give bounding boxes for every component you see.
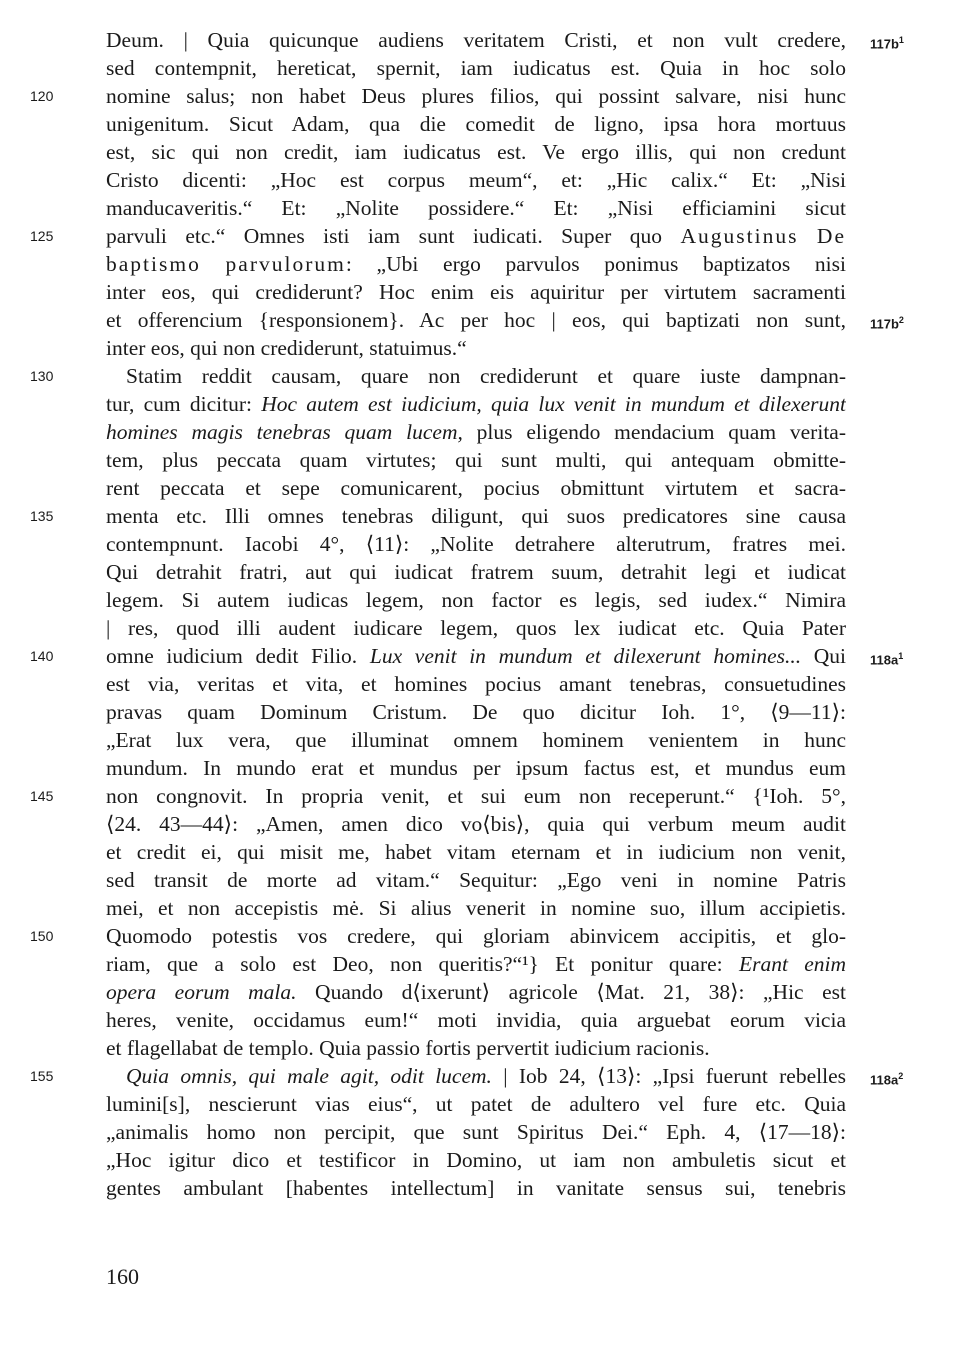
spaced-text: parvulorum	[225, 252, 346, 276]
margin-folio-note: $117b^2$	[870, 315, 904, 332]
line-number: 150	[30, 928, 54, 944]
italic-text: Lux venit in mundum et dilexerunt homines...	[369, 644, 802, 668]
text-line: | res, quod illi audent iudicare legem, quos lex iudicat etc. Quia Pater	[106, 616, 846, 640]
text-line: tem, plus peccata quam virtutes; qui sunt multi, qui antequam obmitte-	[106, 448, 846, 472]
spaced-text: De	[816, 224, 846, 248]
text-line: rent peccata et sepe comunicarent, pocius obmittunt virtutem et sacra-	[106, 476, 846, 500]
text-line: pravas quam Dominum Cristum. De quo dicitur Ioh. 1°, ⟨9—11⟩:	[106, 700, 846, 724]
line-number: 140	[30, 648, 54, 664]
text-line: sed contempnit, hereticat, spernit, iam iudicatus est. Quia in hoc solo	[106, 56, 846, 80]
text-line: est, sic qui non credit, iam iudicatus est. Ve ergo illis, qui non credunt	[106, 140, 846, 164]
text-line: inter eos, qui crediderunt? Hoc enim eis aquiritur per virtutem sacramenti	[106, 280, 846, 304]
margin-folio-note: $118a^2$	[870, 1071, 904, 1088]
italic-text: Hoc autem est iudicium, quia lux venit in mundum et dilexerunt	[261, 392, 846, 416]
text-line: homines magis tenebras quam lucem, plus eligendo mendacium quam verita-	[106, 420, 846, 444]
text-line: opera eorum mala. Quando d⟨ixerunt⟩ agricole ⟨Mat. 21, 38⟩: „Hic est	[106, 980, 846, 1004]
text-line: omne iudicium dedit Filio. Lux venit in mundum et dilexerunt homines... Qui	[106, 644, 846, 668]
italic-text: Erant enim	[738, 952, 846, 976]
italic-text: homines magis tenebras quam lucem,	[106, 420, 463, 444]
text-line: legem. Si autem iudicas legem, non factor es legis, sed iudex.“ Nimira	[106, 588, 846, 612]
text-line: non congnovit. In propria venit, et sui eum non receperunt.“ {¹Ioh. 5°,	[106, 784, 846, 808]
line-number: 125	[30, 228, 54, 244]
text-line: est via, veritas et vita, et homines pocius amant tenebras, consuetudines	[106, 672, 846, 696]
text-line: Quomodo potestis vos credere, qui gloriam abinvicem accipitis, et glo-	[106, 924, 846, 948]
text-line: et flagellabat de templo. Quia passio fortis pervertit iudicium racionis.	[106, 1036, 710, 1060]
text-line: Statim reddit causam, quare non crediderunt et quare iuste dampnan-	[126, 364, 846, 388]
text-line: heres, venite, occidamus eum!“ moti invidia, quia arguebat eorum vicia	[106, 1008, 846, 1032]
line-number: 145	[30, 788, 54, 804]
text-line: gentes ambulant [habentes intellectum] in vanitate sensus sui, tenebris	[106, 1176, 846, 1200]
text-line: Qui detrahit fratri, aut qui iudicat fratrem suum, detrahit legi et iudicat	[106, 560, 846, 584]
spaced-text: Augustinus	[680, 224, 799, 248]
line-number: 130	[30, 368, 54, 384]
text-line: contempnunt. Iacobi 4°, ⟨11⟩: „Nolite detrahere alterutrum, fratres mei.	[106, 532, 846, 556]
page-number: 160	[106, 1264, 139, 1289]
text-line: et credit ei, qui misit me, habet vitam eternam et in iudicium non venit,	[106, 840, 846, 864]
line-number: 155	[30, 1068, 54, 1084]
spaced-text: baptismo	[106, 252, 201, 276]
text-line: Quia omnis, qui male agit, odit lucem. | Iob 24, ⟨13⟩: „Ipsi fuerunt rebelles	[126, 1064, 846, 1088]
text-line: mei, et non accepistis mė. Si alius venerit in nomine suo, illum accipietis.	[106, 896, 846, 920]
text-line: Cristo dicenti: „Hoc est corpus meum“, et: „Hic calix.“ Et: „Nisi	[106, 168, 846, 192]
text-line: baptismo parvulorum: „Ubi ergo parvulos ponimus baptizatos nisi	[106, 252, 846, 276]
text-line: unigenitum. Sicut Adam, qua die comedit de ligno, ipsa hora mortuus	[106, 112, 846, 136]
text-line: manducaveritis.“ Et: „Nolite possidere.“ Et: „Nisi efficiamini sicut	[106, 196, 846, 220]
margin-folio-note: $118a^1$	[870, 651, 904, 668]
text-line: inter eos, qui non crediderunt, statuimus.“	[106, 336, 467, 360]
text-line: mundum. In mundo erat et mundus per ipsum factus est, et mundus eum	[106, 756, 846, 780]
text-line: tur, cum dicitur: Hoc autem est iudicium, quia lux venit in mundum et dilexerunt	[106, 392, 846, 416]
line-number: 120	[30, 88, 54, 104]
text-line: lumini[s], nescierunt vias eius“, ut patet de adultero vel fure etc. Quia	[106, 1092, 846, 1116]
text-line: Deum. | Quia quicunque audiens veritatem Cristi, et non vult credere,	[106, 28, 846, 52]
italic-text: Quia omnis, qui male agit, odit lucem.	[126, 1064, 492, 1088]
text-line: „Erat lux vera, que illuminat omnem hominem venientem in hunc	[106, 728, 846, 752]
text-line: „animalis homo non percipit, que sunt Spiritus Dei.“ Eph. 4, ⟨17—18⟩:	[106, 1120, 846, 1144]
text-line: „Hoc igitur dico et testificor in Domino, ut iam non ambuletis sicut et	[106, 1148, 846, 1172]
text-line: nomine salus; non habet Deus plures filios, qui possint salvare, nisi hunc	[106, 84, 846, 108]
text-line: parvuli etc.“ Omnes isti iam sunt iudicati. Super quo Augustinus De	[106, 224, 846, 248]
text-line: ⟨24. 43—44⟩: „Amen, amen dico vo⟨bis⟩, quia qui verbum meum audit	[106, 812, 846, 836]
text-line: et offerencium {responsionem}. Ac per hoc | eos, qui baptizati non sunt,	[106, 308, 846, 332]
text-line: sed transit de morte ad vitam.“ Sequitur: „Ego veni in nomine Patris	[106, 868, 846, 892]
text-line: riam, que a solo est Deo, non queritis?“¹} Et ponitur quare: Erant enim	[106, 952, 846, 976]
margin-folio-note: $117b^1$	[870, 35, 904, 52]
text-line: menta etc. Illi omnes tenebras diligunt, qui suos predicatores sine causa	[106, 504, 846, 528]
italic-text: opera eorum mala.	[106, 980, 297, 1004]
line-number: 135	[30, 508, 54, 524]
